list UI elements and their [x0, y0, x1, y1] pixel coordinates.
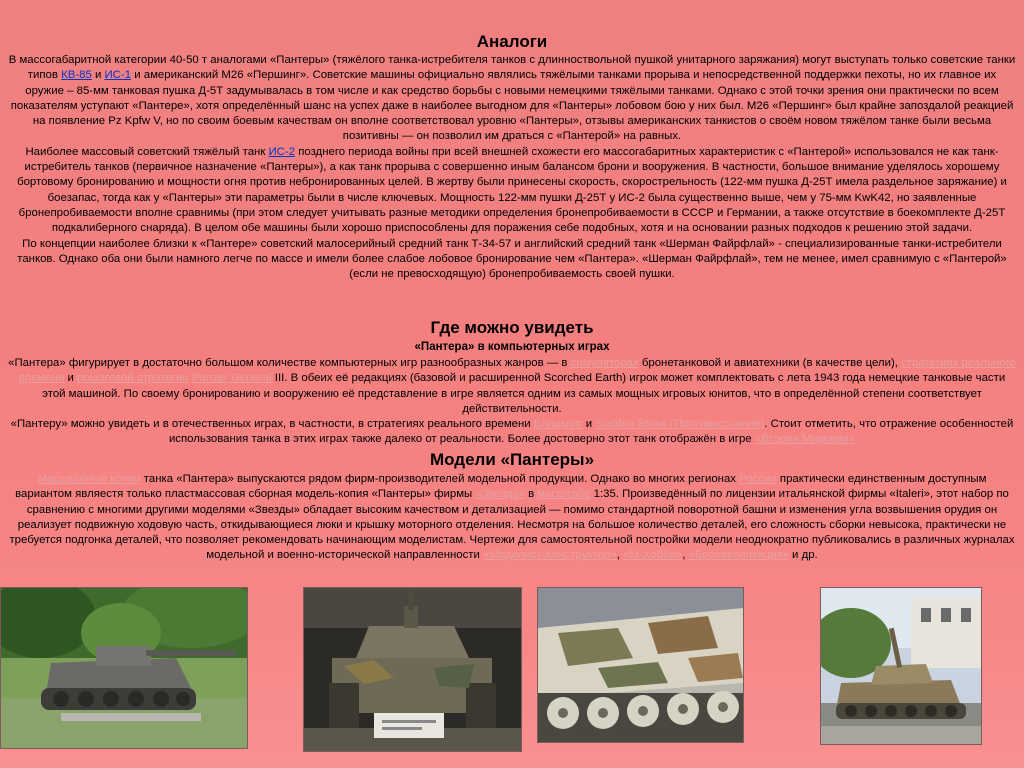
- where-text: [8, 356, 1016, 448]
- link-russia[interactable]: России: [739, 473, 777, 485]
- link-is2[interactable]: ИС-2: [268, 145, 296, 158]
- link-is1[interactable]: ИС-1: [104, 69, 132, 82]
- tank-photo-museum-front: [303, 587, 522, 752]
- link-scale[interactable]: масштабе: [537, 488, 591, 501]
- link-turn-based[interactable]: пошаговой стратегии: [77, 372, 189, 385]
- analogs-title: Аналоги: [476, 32, 548, 51]
- link-sudden-strike[interactable]: Sudden Strike (Противостояние): [595, 418, 765, 431]
- link-panzer-general[interactable]: Panzer General: [191, 372, 272, 385]
- models-title: Модели «Пантеры»: [429, 450, 595, 469]
- tank-photo-monument: [820, 587, 982, 745]
- link-zvezda[interactable]: «Звезда»: [475, 488, 525, 501]
- link-m-hobby[interactable]: «М-Хобби»: [623, 549, 683, 562]
- tank-photo-park: [0, 587, 248, 749]
- link-modelist-konstruktor[interactable]: «Моделист-Конструктор»: [483, 549, 617, 562]
- analogs-text: [8, 53, 1016, 282]
- tank-photo-camouflage: [537, 587, 744, 743]
- link-simulators[interactable]: симуляторах: [570, 357, 639, 369]
- link-ww2-game[interactable]: «Вторая Мировая»: [754, 433, 856, 446]
- analogs-paragraph-2: Наиболее массовый советский тяжёлый танк ИС-2 позднего периода войны при всей внешней схожести его массогабаритных характеристик с «Пантерой» использовался не как танк-истребитель танков (первичное назначение «Пантеры»), а как танк прорыва с совершенно иным балансом брони и вооружения. В частности, большое внимание уделялось хорошему бортовому бронированию и мощности огня против небронированных целей. В жертву были принесены скорость, скорострельность (122-мм пушка Д-25Т имела раздельное заряжание) и боезапас, тогда как у «Пантеры» эти параметры были в числе ключевых. Мощность 122-мм пушки Д-25Т у ИС-2 была существенно выше, чем у 75-мм KwK42, но заявленные бронепробиваемости вполне сравнимы (при этом следует учитывать разные методики определения бронепробиваемости в СССР и Германии, а также отсутствие в боекомплекте Д-25Т подкалиберного снаряда). В целом обе машины были хорошо приспособлены для поражения себе подобных, хотя и на основании разных подходов к решению этой задачи.: [17, 145, 1007, 235]
- link-kv85[interactable]: КВ-85: [61, 69, 92, 82]
- analogs-paragraph-1: В массогабаритной категории 40-50 т аналогами «Пантеры» (тяжёлого танка-истребителя танков с длинноствольной пушкой унитарного заряжания) могут выступать только советские танки типов КВ-85 и ИС-1 и американский М26 «Першинг». Советские машины официально являлись тяжёлыми танками прорыва и непосредственной поддержки пехоты, но их главное их оружие – 85-мм танковая пушка Д-5Т задумывалась в том числе и как средство борьбы с новыми немецкими тяжёлыми танками. Однако с этой точки зрения они практически по всем показателям уступают «Пантере», хотя определённый шанс на успех даже в наиболее выгодном для «Пантеры» лобовом бою у них был. М26 «Першинг» был крайне запоздалой реакцией на появление Pz Kpfw V, но по своим боевым качествам он вполне соответствовал уровню «Пантеры», отзывы американских танкистов о своём новом тяжёлом танке были весьма позитивны — он позволил им драться с «Пантерой» на равных.: [8, 54, 1016, 143]
- link-bronekollektsiya[interactable]: «Бронеколлекция»: [688, 549, 789, 562]
- models-text: [8, 472, 1016, 564]
- link-blitzkrieg[interactable]: Блицкриг: [533, 418, 583, 431]
- where-title: Где можно увидеть: [430, 318, 594, 337]
- where-subtitle: «Пантера» в компьютерных играх: [414, 341, 610, 353]
- where-paragraph-2: «Пантеру» можно увидеть и в отечественных играх, в частности, в стратегиях реального времени Блицкриг и Sudden Strike (Противостояние). Стоит отметить, что отражение особенностей использования танка в этих играх также далеко от реальности. Более достоверно этот танк отображён в игре «Вторая Мировая»: [10, 418, 1014, 446]
- where-paragraph-1: «Пантера» фигурирует в достаточно большом количестве компьютерных игр разнообразных жанров — в симуляторах бронетанковой и авиатехники (в качестве цели), стратегиях реального времени и пошаговой стратегии Panzer General III. В обеих её редакциях (базовой и расширенной Scorched Earth) игрок может комплектовать с лета 1943 года немецкие танковые части этой машиной. По своему бронированию и вооружению её представление в игре является одним из самых мощных игровых юнитов, что в определённой степени соответствует действительности.: [8, 357, 1016, 415]
- link-rts[interactable]: стратегиях реального времени: [18, 357, 1016, 385]
- models-paragraph-1: Масштабные копии танка «Пантера» выпускаются рядом фирм-производителей модельной продукции. Однако во многих регионах России практически единственным доступным вариантом являестя только пластмассовая сборная модель-копия «Пантеры» фирмы «Звезда» в масштабе 1:35. Произведённый по лицензии итальянской фирмы «Italeri», этот набор по сравнению с многими другими моделями «Звезды» обладает высоким качеством и детализацией — помимо стандартной поворотной башни и изменения угла возвышения орудия он реализует подвижную ходовую часть, откидывающиеся люки и крышку моторного отделения. Несмотря на большое количество деталей, его сложность сборки невысока, практически не требуется подгонка деталей, что позволяет рекомендовать начинающим моделистам. Чертежи для самостоятельной постройки модели неоднократно публиковались в различных журналах модельной и военно-исторической направленности «Моделист-Конструктор», «М-Хобби», «Бронеколлекция» и др.: [9, 473, 1015, 562]
- analogs-paragraph-3: По концепции наиболее близки к «Пантере» советский малосерийный средний танк Т-34-57 и английский средний танк «Шерман Файрфлай» - специализированные танки-истребители танков. Однако оба они были намного легче по массе и имели более слабое лобовое бронирование чем «Пантера». «Шерман Файрфлай», тем не менее, имел сравнимую с «Пантерой» (если не превосходящую) бронепробиваемость своей пушки.: [17, 237, 1007, 281]
- link-scale-copies[interactable]: Масштабные копии: [37, 473, 141, 485]
